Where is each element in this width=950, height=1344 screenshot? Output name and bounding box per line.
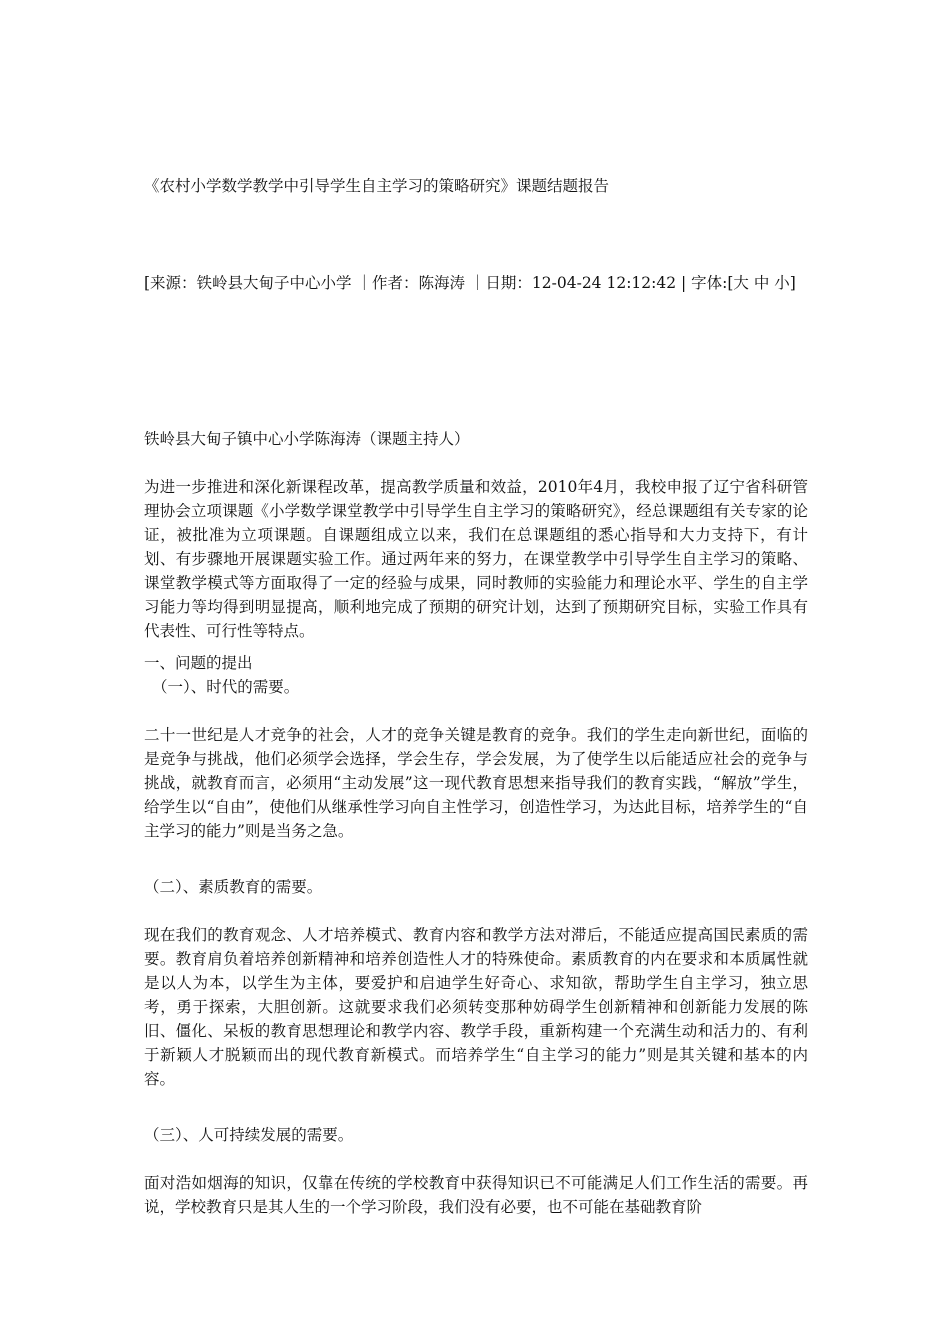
source-meta-line: [来源：铁岭县大甸子中心小学 ｜作者：陈海涛 ｜日期：12-04-24 12:12:42 | 字体:[大 中 小] bbox=[144, 274, 796, 292]
body-paragraph-2: 现在我们的教育观念、人才培养模式、教育内容和教学方法对滞后，不能适应提高国民素质的需要。教育肩负着培养创新精神和培养创造性人才的特殊使命。素质教育的内在要求和本质属性就是以人为本，以学生为主体，要爱护和启迪学生好奇心、求知欲，帮助学生自主学习，独立思考，勇于探索，大胆创新。这就要求我们必须转变那种妨碍学生创新精神和创新能力发展的陈旧、僵化、呆板的教育思想理论和教学内容、教学手段，重新构建一个充满生动和活力的、有利于新颖人才脱颖而出的现代教育新模式。而培养学生“自主学习的能力”则是其关键和基本的内容。 bbox=[144, 926, 808, 1088]
body-paragraph-3: 面对浩如烟海的知识，仅靠在传统的学校教育中获得知识已不可能满足人们工作生活的需要。再说，学校教育只是其人生的一个学习阶段，我们没有必要，也不可能在基础教育阶 bbox=[144, 1174, 808, 1216]
section-heading-1: 一、问题的提出 bbox=[144, 654, 253, 672]
subsection-heading-1: （一）、时代的需要。 bbox=[152, 678, 300, 696]
body-paragraph-1: 二十一世纪是人才竞争的社会，人才的竞争关键是教育的竞争。我们的学生走向新世纪，面临的是竞争与挑战，他们必须学会选择，学会生存，学会发展，为了使学生以后能适应社会的竞争与挑战，就教育而言，必须用“主动发展”这一现代教育思想来指导我们的教育实践，“解放”学生，给学生以“自由”，使他们从继承性学习向自主性学习，创造性学习，为达此目标，培养学生的“自主学习的能力”则是当务之急。 bbox=[144, 726, 808, 840]
subsection-heading-3: （三）、人可持续发展的需要。 bbox=[144, 1126, 354, 1144]
document-title: 《农村小学数学教学中引导学生自主学习的策略研究》课题结题报告 bbox=[144, 177, 610, 195]
intro-paragraph: 为进一步推进和深化新课程改革，提高教学质量和效益，2010年4月，我校申报了辽宁省科研管理协会立项课题《小学数学课堂教学中引导学生自主学习的策略研究》，经总课题组有关专家的论证，被批准为立项课题。自课题组成立以来，我们在总课题组的悉心指导和大力支持下，有计划、有步骤地开展课题实验工作。通过两年来的努力，在课堂教学中引导学生自主学习的策略、课堂教学模式等方面取得了一定的经验与成果，同时教师的实验能力和理论水平、学生的自主学习能力等均得到明显提高，顺利地完成了预期的研究计划，达到了预期研究目标，实验工作具有代表性、可行性等特点。 bbox=[144, 478, 808, 640]
subsection-heading-2: （二）、素质教育的需要。 bbox=[144, 878, 323, 896]
author-line: 铁岭县大甸子镇中心小学陈海涛（课题主持人） bbox=[144, 430, 470, 448]
